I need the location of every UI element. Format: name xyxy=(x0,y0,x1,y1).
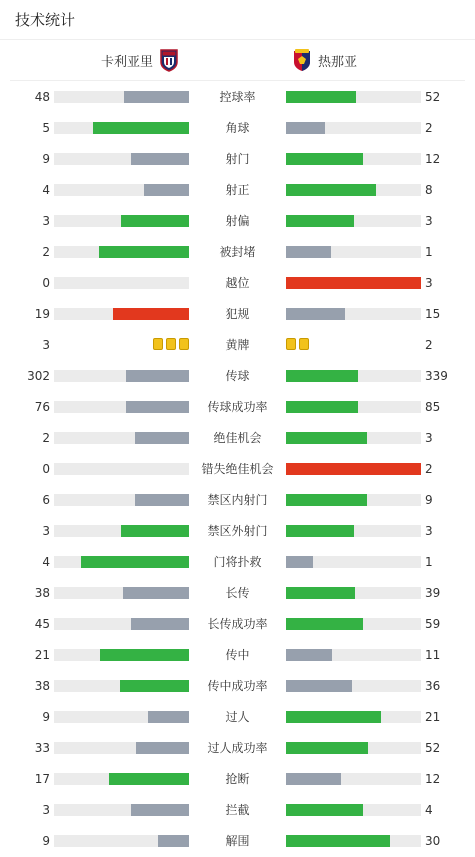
yellow-card-icon xyxy=(299,338,309,350)
away-stat-value: 52 xyxy=(425,741,441,755)
home-stat-bar-fill xyxy=(113,308,189,320)
home-stat-value: 4 xyxy=(42,183,50,197)
home-stat-value: 0 xyxy=(42,462,50,476)
home-stat-bar-fill xyxy=(136,742,189,754)
away-stat-bar xyxy=(286,525,421,537)
yellow-card-icon xyxy=(166,338,176,350)
stat-label: 抢断 xyxy=(225,772,250,786)
home-stat-bar xyxy=(54,587,189,599)
home-stat-bar xyxy=(54,463,189,475)
away-stat-bar xyxy=(286,122,421,134)
home-stat-bar xyxy=(54,184,189,196)
stat-row xyxy=(0,298,475,329)
away-stat-bar xyxy=(286,773,421,785)
away-stat-bar-fill xyxy=(286,773,341,785)
home-stat-bar xyxy=(54,649,189,661)
away-stat-bar xyxy=(286,184,421,196)
away-stat-bar-fill xyxy=(286,835,390,847)
stat-row xyxy=(0,639,475,670)
home-stat-value: 38 xyxy=(34,679,50,693)
away-stat-bar-fill xyxy=(286,711,381,723)
away-stat-value: 39 xyxy=(425,586,441,600)
stats-list xyxy=(0,81,475,856)
stat-label: 射偏 xyxy=(225,214,250,228)
away-stat-value: 3 xyxy=(425,431,433,445)
stat-label: 长传 xyxy=(225,586,250,600)
away-team-name: 热那亚 xyxy=(318,54,358,70)
away-stat-value: 3 xyxy=(425,276,433,290)
home-stat-bar-fill xyxy=(135,494,189,506)
home-stat-bar-fill xyxy=(99,246,189,258)
stat-row xyxy=(0,794,475,825)
stat-row xyxy=(0,608,475,639)
away-stat-bar xyxy=(286,308,421,320)
home-stat-value: 2 xyxy=(42,245,50,259)
home-stat-bar xyxy=(54,246,189,258)
away-stat-bar-fill xyxy=(286,122,325,134)
away-stat-bar xyxy=(286,742,421,754)
away-stat-bar xyxy=(286,649,421,661)
away-stat-value: 3 xyxy=(425,214,433,228)
away-stat-bar-fill xyxy=(286,91,356,103)
home-stat-bar-fill xyxy=(144,184,189,196)
away-stat-value: 4 xyxy=(425,803,433,817)
home-stat-bar xyxy=(54,804,189,816)
home-team-name: 卡利亚里 xyxy=(100,54,153,70)
stat-row xyxy=(0,267,475,298)
home-stat-value: 3 xyxy=(42,803,50,817)
home-stat-value: 4 xyxy=(42,555,50,569)
home-stat-bar-fill xyxy=(135,432,189,444)
home-stat-bar-fill xyxy=(93,122,189,134)
stat-row xyxy=(0,174,475,205)
home-stat-bar-fill xyxy=(131,153,189,165)
home-stat-value: 76 xyxy=(34,400,50,414)
home-stat-bar xyxy=(54,308,189,320)
away-stat-value: 9 xyxy=(425,493,433,507)
home-stat-value: 5 xyxy=(42,121,50,135)
home-stat-value: 3 xyxy=(42,214,50,228)
home-stat-bar-fill xyxy=(124,91,189,103)
home-stat-value: 19 xyxy=(34,307,50,321)
away-stat-value: 2 xyxy=(425,462,433,476)
stat-row xyxy=(0,484,475,515)
away-stat-bar-fill xyxy=(286,804,363,816)
home-stat-bar xyxy=(54,401,189,413)
yellow-card-icon xyxy=(179,338,189,350)
away-stat-bar-fill xyxy=(286,153,363,165)
away-stat-value: 339 xyxy=(425,369,448,383)
stat-label: 传中成功率 xyxy=(207,679,268,693)
home-stat-bar xyxy=(54,215,189,227)
away-stat-value: 12 xyxy=(425,152,441,166)
stat-label: 射正 xyxy=(225,183,250,197)
away-stat-bar-fill xyxy=(286,618,363,630)
home-stat-bar-fill xyxy=(131,618,189,630)
home-stat-bar xyxy=(54,494,189,506)
home-stat-value: 3 xyxy=(42,524,50,538)
away-stat-bar xyxy=(286,835,421,847)
home-stat-bar xyxy=(54,835,189,847)
away-stat-value: 8 xyxy=(425,183,433,197)
stat-label: 解围 xyxy=(225,834,250,848)
page-title: 技术统计 xyxy=(15,11,76,29)
home-stat-bar xyxy=(54,773,189,785)
away-stat-bar xyxy=(286,463,421,475)
home-stat-bar-fill xyxy=(100,649,189,661)
away-stat-value: 2 xyxy=(425,121,433,135)
stat-label: 传中 xyxy=(225,648,250,662)
page-header xyxy=(0,0,475,40)
stat-label: 控球率 xyxy=(219,90,256,104)
stat-row xyxy=(0,143,475,174)
stat-row xyxy=(0,701,475,732)
away-stat-bar-fill xyxy=(286,463,421,475)
stat-label: 黄牌 xyxy=(225,338,250,352)
away-stat-bar-fill xyxy=(286,742,368,754)
stat-label: 角球 xyxy=(225,121,250,135)
stat-row xyxy=(0,670,475,701)
away-stat-bar xyxy=(286,153,421,165)
away-stat-bar-fill xyxy=(286,308,345,320)
away-stat-bar xyxy=(286,91,421,103)
away-stat-value: 85 xyxy=(425,400,441,414)
home-stat-bar xyxy=(54,122,189,134)
home-stat-value: 9 xyxy=(42,834,50,848)
away-stat-bar xyxy=(286,804,421,816)
away-stat-bar-fill xyxy=(286,587,355,599)
away-team[interactable] xyxy=(292,40,357,80)
stat-label: 被封堵 xyxy=(219,245,256,259)
home-stat-value: 21 xyxy=(34,648,50,662)
away-stat-bar xyxy=(286,401,421,413)
home-stat-bar-fill xyxy=(81,556,189,568)
home-stat-bar-fill xyxy=(109,773,189,785)
stat-row xyxy=(0,453,475,484)
stat-row xyxy=(0,763,475,794)
away-stat-bar xyxy=(286,215,421,227)
stat-label: 绝佳机会 xyxy=(213,431,262,445)
away-stat-bar-fill xyxy=(286,649,332,661)
away-stat-value: 1 xyxy=(425,555,433,569)
home-stat-value: 9 xyxy=(42,152,50,166)
stat-row xyxy=(0,732,475,763)
home-stat-bar xyxy=(54,91,189,103)
away-stat-value: 12 xyxy=(425,772,441,786)
away-stat-value: 11 xyxy=(425,648,441,662)
home-stat-bar-fill xyxy=(131,804,189,816)
teams-row xyxy=(10,40,465,81)
stat-label: 过人 xyxy=(225,710,250,724)
away-stat-bar-fill xyxy=(286,277,421,289)
home-stat-value: 3 xyxy=(42,338,50,352)
stat-label: 拦截 xyxy=(225,803,250,817)
stat-label: 传球 xyxy=(225,369,250,383)
stat-label: 错失绝佳机会 xyxy=(201,462,274,476)
away-stat-bar xyxy=(286,618,421,630)
home-stat-bar-fill xyxy=(121,215,189,227)
stat-label: 长传成功率 xyxy=(207,617,268,631)
away-stat-bar-fill xyxy=(286,680,352,692)
home-stat-bar xyxy=(54,432,189,444)
stat-row xyxy=(0,391,475,422)
home-stat-value: 0 xyxy=(42,276,50,290)
away-stat-bar xyxy=(286,494,421,506)
home-stat-bar xyxy=(54,680,189,692)
home-stat-bar xyxy=(54,556,189,568)
stat-row xyxy=(0,81,475,112)
home-stat-bar-fill xyxy=(158,835,189,847)
away-stat-bar-fill xyxy=(286,370,358,382)
home-stat-value: 302 xyxy=(27,369,50,383)
away-stat-value: 15 xyxy=(425,307,441,321)
stat-label: 越位 xyxy=(225,276,250,290)
stat-row xyxy=(0,825,475,856)
away-stat-bar-fill xyxy=(286,494,367,506)
stat-row xyxy=(0,515,475,546)
yellow-card-icon xyxy=(286,338,296,350)
stat-label: 过人成功率 xyxy=(207,741,268,755)
home-stat-value: 33 xyxy=(34,741,50,755)
away-stat-bar-fill xyxy=(286,432,367,444)
stat-row xyxy=(0,577,475,608)
stat-label: 犯规 xyxy=(225,307,250,321)
away-stat-value: 21 xyxy=(425,710,441,724)
yellow-card-icon xyxy=(153,338,163,350)
away-stat-value: 2 xyxy=(425,338,433,352)
home-stat-bar-fill xyxy=(121,525,189,537)
away-stat-value: 3 xyxy=(425,524,433,538)
away-stat-value: 36 xyxy=(425,679,441,693)
home-stat-bar xyxy=(54,618,189,630)
home-stat-bar xyxy=(54,711,189,723)
home-stat-value: 48 xyxy=(34,90,50,104)
stat-row xyxy=(0,360,475,391)
home-stat-bar-fill xyxy=(126,401,189,413)
home-stat-value: 38 xyxy=(34,586,50,600)
stat-label: 传球成功率 xyxy=(207,400,268,414)
home-team-crest-icon xyxy=(159,48,179,72)
away-stat-bar-fill xyxy=(286,556,313,568)
away-stat-bar-fill xyxy=(286,215,354,227)
stat-row xyxy=(0,236,475,267)
away-stat-bar xyxy=(286,587,421,599)
away-stat-bar-fill xyxy=(286,525,354,537)
home-stat-bar-fill xyxy=(126,370,189,382)
away-stat-bar-fill xyxy=(286,184,376,196)
away-stat-bar xyxy=(286,370,421,382)
stat-row xyxy=(0,112,475,143)
home-stat-bar xyxy=(54,742,189,754)
stat-label: 禁区内射门 xyxy=(207,493,268,507)
stat-row xyxy=(0,205,475,236)
home-stat-value: 9 xyxy=(42,710,50,724)
away-stat-value: 1 xyxy=(425,245,433,259)
stat-label: 射门 xyxy=(225,152,250,166)
stat-row xyxy=(0,546,475,577)
home-stat-bar xyxy=(54,370,189,382)
away-stat-bar xyxy=(286,556,421,568)
stat-label: 禁区外射门 xyxy=(207,524,268,538)
home-stat-bar xyxy=(54,525,189,537)
home-stat-bar-fill xyxy=(120,680,189,692)
home-stat-bar xyxy=(54,153,189,165)
stat-row xyxy=(0,329,475,360)
home-yellow-cards xyxy=(153,338,189,352)
away-stat-bar-fill xyxy=(286,401,358,413)
away-stat-bar xyxy=(286,711,421,723)
away-stat-bar xyxy=(286,432,421,444)
away-stat-bar-fill xyxy=(286,246,331,258)
home-team[interactable] xyxy=(101,40,179,80)
away-stat-bar xyxy=(286,246,421,258)
away-yellow-cards xyxy=(286,338,309,352)
away-stat-value: 59 xyxy=(425,617,441,631)
home-stat-value: 17 xyxy=(34,772,50,786)
stat-label: 门将扑救 xyxy=(213,555,262,569)
home-stat-value: 2 xyxy=(42,431,50,445)
stat-row xyxy=(0,422,475,453)
away-stat-bar xyxy=(286,680,421,692)
away-stat-value: 52 xyxy=(425,90,441,104)
away-stat-value: 30 xyxy=(425,834,441,848)
home-stat-value: 45 xyxy=(34,617,50,631)
away-team-crest-icon xyxy=(292,48,312,72)
home-stat-bar-fill xyxy=(123,587,189,599)
home-stat-bar-fill xyxy=(148,711,189,723)
away-stat-bar xyxy=(286,277,421,289)
home-stat-bar xyxy=(54,277,189,289)
home-stat-value: 6 xyxy=(42,493,50,507)
